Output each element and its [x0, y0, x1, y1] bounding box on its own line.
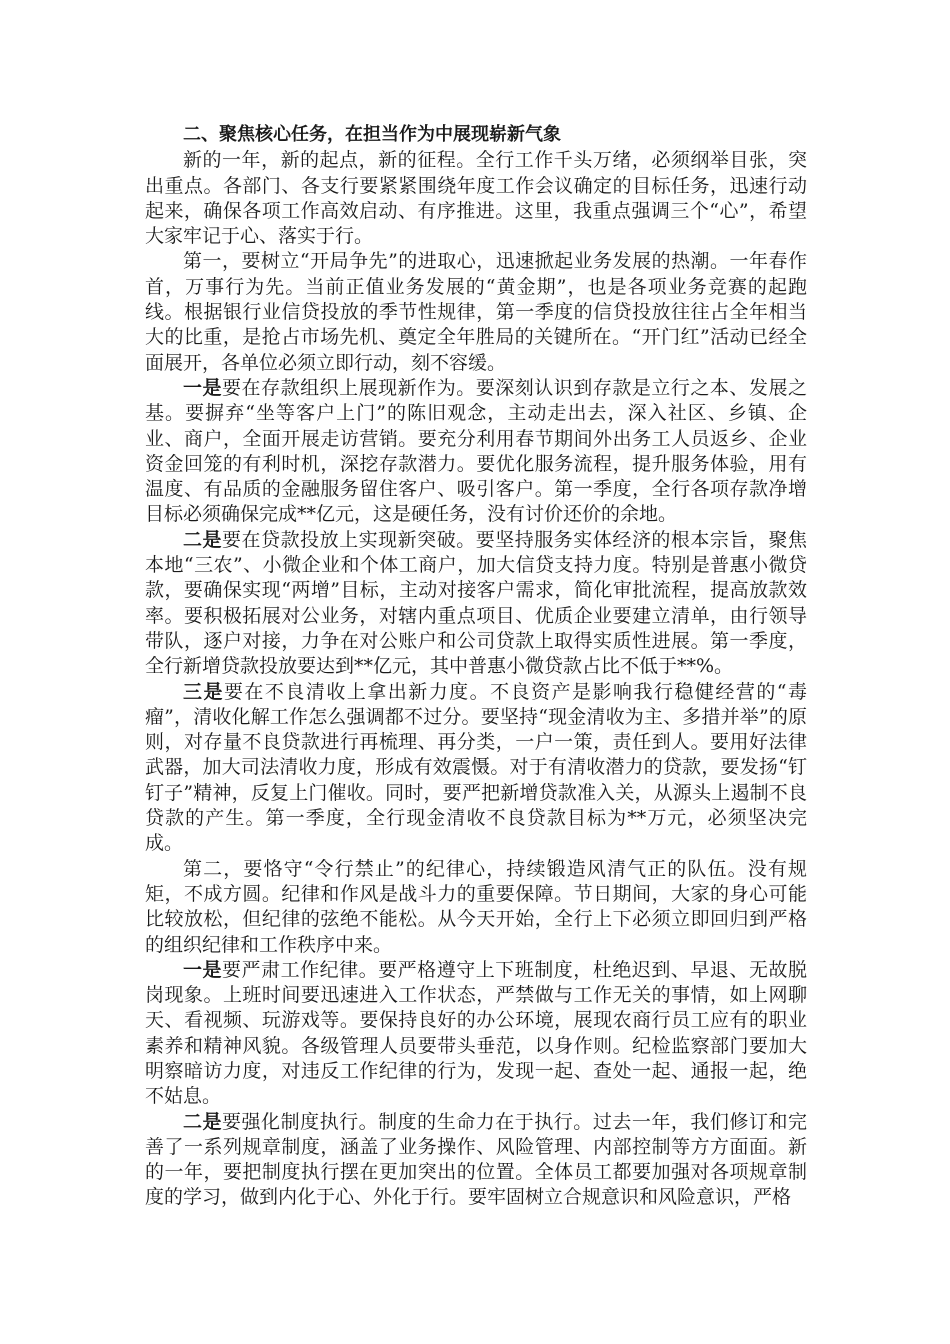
- section-heading: 二、聚焦核心任务，在担当作为中展现崭新气象: [183, 124, 561, 145]
- paragraph-text: 要在贷款投放上实现新突破。要坚持服务实体经济的根本宗旨，聚焦本地“三农”、小微企业和个体工商户，加大信贷支持力度。特别是普惠小微贷款，要确保实现“两增”目标，主动对接客户需求，简化审批流程，提高放款效率。要积极拓展对公业务，对辖内重点项目、优质企业要建立清单，由行领导带队，逐户对接，力争在对公账户和公司贷款上取得实质性进展。第一季度，全行新增贷款投放要达到**亿元，其中普惠小微贷款占比不低于**%。: [145, 528, 807, 678]
- paragraph-text: 第一，要树立“开局争先”的进取心，迅速掀起业务发展的热潮。一年春作首，万事行为先。当前正值业务发展的“黄金期”，也是各项业务竞赛的起跑线。根据银行业信贷投放的季节性规律，第一季度的信贷投放往往占全年相当大的比重，是抢占市场先机、奠定全年胜局的关键所在。“开门红”活动已经全面展开，各单位必须立即行动，刻不容缓。: [145, 250, 807, 374]
- document-page: [145, 122, 807, 1211]
- paragraph-intro: [145, 148, 807, 249]
- paragraph-point-two: [145, 857, 807, 958]
- paragraph-system-execution: [145, 1110, 807, 1211]
- paragraph-text: 新的一年，新的起点，新的征程。全行工作千头万绪，必须纲举目张，突出重点。各部门、各支行要紧紧围绕年度工作会议确定的目标任务，迅速行动起来，确保各项工作高效启动、有序推进。这里，我重点强调三个“心”，希望大家牢记于心、落实于行。: [145, 149, 807, 248]
- paragraph-text: 第二，要恪守“令行禁止”的纪律心，持续锻造风清气正的队伍。没有规矩，不成方圆。纪律和作风是战斗力的重要保障。节日期间，大家的身心可能比较放松，但纪律的弦绝不能松。从今天开始，全行上下必须立即回归到严格的组织纪律和工作秩序中来。: [145, 857, 807, 956]
- paragraph-text: 要严肃工作纪律。要严格遵守上下班制度，杜绝迟到、早退、无故脱岗现象。上班时间要迅速进入工作状态，严禁做与工作无关的事情，如上网聊天、看视频、玩游戏等。要保持良好的办公环境，展现农商行员工应有的职业素养和精神风貌。各级管理人员要带头垂范，以身作则。纪检监察部门要加大明察暗访力度，对违反工作纪律的行为，发现一起、查处一起、通报一起，绝不姑息。: [145, 958, 807, 1108]
- paragraph-lead: 二是: [183, 1110, 223, 1133]
- paragraph-lead: 一是: [183, 958, 223, 981]
- paragraph-lead: 三是: [183, 680, 224, 703]
- paragraph-lead: 一是: [183, 376, 223, 399]
- paragraph-work-discipline: [145, 958, 807, 1110]
- paragraph-lead: 二是: [183, 528, 223, 551]
- paragraph-deposits: [145, 376, 807, 528]
- paragraph-point-one: [145, 249, 807, 375]
- paragraph-text: 要在存款组织上展现新作为。要深刻认识到存款是立行之本、发展之基。要摒弃“坐等客户上门”的陈旧观念，主动走出去，深入社区、乡镇、企业、商户，全面开展走访营销。要充分利用春节期间外出务工人员返乡、企业资金回笼的有利时机，深挖存款潜力。要优化服务流程，提升服务体验，用有温度、有品质的金融服务留住客户、吸引客户。第一季度，全行各项存款净增目标必须确保完成**亿元，这是硬任务，没有讨价还价的余地。: [145, 376, 807, 526]
- paragraph-text: 要在不良清收上拿出新力度。不良资产是影响我行稳健经营的“毒瘤”，清收化解工作怎么强调都不过分。要坚持“现金清收为主、多措并举”的原则，对存量不良贷款进行再梳理、再分类，一户一策，责任到人。要用好法律武器，加大司法清收力度，形成有效震慑。对于有清收潜力的贷款，要发扬“钉钉子”精神，反复上门催收。同时，要严把新增贷款准入关，从源头上遏制不良贷款的产生。第一季度，全行现金清收不良贷款目标为**万元，必须坚决完成。: [145, 680, 807, 855]
- paragraph-loans: [145, 528, 807, 680]
- paragraph-npl-recovery: [145, 680, 807, 857]
- paragraph-text: 要强化制度执行。制度的生命力在于执行。过去一年，我们修订和完善了一系列规章制度，涵盖了业务操作、风险管理、内部控制等方方面面。新的一年，要把制度执行摆在更加突出的位置。全体员工都要加强对各项规章制度的学习，做到内化于心、外化于行。要牢固树立合规意识和风险意识，严格: [145, 1110, 807, 1209]
